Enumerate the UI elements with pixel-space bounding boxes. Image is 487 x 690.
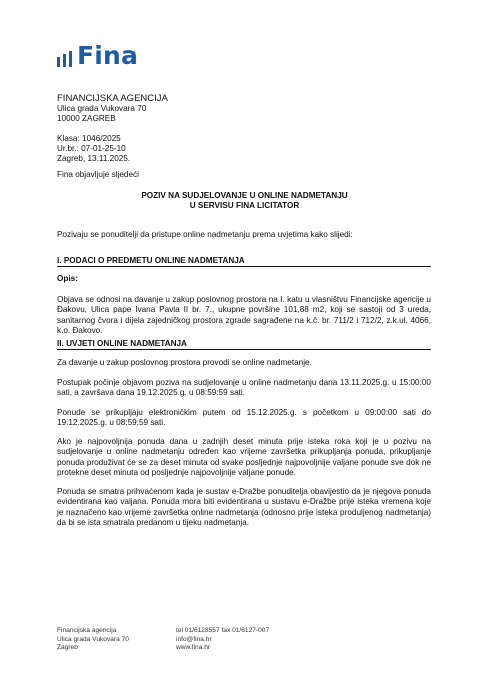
- footer-website[interactable]: www.fina.hr: [176, 644, 211, 652]
- logo-bars-icon: [57, 51, 72, 67]
- org-city: 10000 ZAGREB: [57, 114, 116, 123]
- footer-address: [57, 627, 129, 653]
- intro-line: Fina objavljuje sljedeći: [57, 170, 139, 179]
- footer-city: Zagreb: [57, 644, 78, 652]
- title-line-2: U SERVISU FINA LICITATOR: [189, 201, 300, 210]
- conditions-paragraph-1: Za davanje u zakup poslovnog prostora provodi se online nadmetanje.: [57, 358, 312, 367]
- footer-phone: tel 01/6128557 fax 01/6127-007: [176, 627, 270, 634]
- opis-paragraph: Objava se odnosi na davanje u zakup poslovnog prostora na I. katu u vlasništvu Financijske agencije u Đakovu, Ulica pape Ivana Pavla II br. 7., ukupne površine 101,88 m2, koji se sastoji od 3 ureda, sanitarnog čvora i dijela zajedničkog prostora zgrade sagrađene na k.č. br. 711/2 i 712/2, z.k.ul. 4066, k.o. Đakovo.: [57, 295, 431, 335]
- sender-address: [57, 93, 432, 124]
- conditions-paragraph-5: Ponuda se smatra prihvaćenom kada je sustav e-Dražbe ponuditelja obavijestio da je njegova ponuda evidentirana kao valjana. Ponuda mora biti evidentirana u sustavu e-Dražbe prije isteka vremena koje je naznačeno kao vrijeme završetka online nadmetanja (odnosno prije isteka produljenog nadmetanja) da bi se ista smatrala predanom u tijeku nadmetanja.: [57, 487, 431, 527]
- document-title: [57, 191, 432, 211]
- urbroj: Ur.br.: 07-01-25-10: [57, 144, 126, 153]
- logo-text: Fina: [77, 41, 139, 70]
- title-line-1: POZIV NA SUDJELOVANJE U ONLINE NADMETANJU: [141, 191, 348, 200]
- footer-street: Ulica grada Vukovara 70: [57, 635, 129, 643]
- footer-email[interactable]: info@fina.hr: [176, 635, 212, 643]
- org-name: FINANCIJSKA AGENCIJA: [57, 93, 168, 104]
- opis-label: Opis:: [57, 274, 78, 283]
- document-meta: [57, 134, 432, 164]
- section-1-heading: I. PODACI O PREDMETU ONLINE NADMETANJA: [57, 256, 431, 267]
- document-date: Zagreb, 13.11.2025.: [57, 154, 131, 163]
- klasa: Klasa: 1046/2025: [57, 134, 121, 143]
- footer-contact: [176, 627, 269, 653]
- conditions-paragraph-3: Ponude se prikupljaju elektroničkim putem od 15.12.2025.g. s početkom u 09:00:00 sati do 19.12.2025.g. u 08:59:59 sati.: [57, 408, 431, 428]
- footer-org: Financijska agencija: [57, 627, 117, 634]
- conditions-paragraph-4: Ako je najpovoljnija ponuda dana u zadnjih deset minuta prije isteka roka koji je u pozivu na sudjelovanje u online nadmetanju određen kao vrijeme završetka prikupljanja ponuda, prikupljanje ponuda produživat će se za deset minuta od svake posljednje najpovoljnije valjane ponude sve dok ne protekne deset minuta od posljednje najpovoljnije valjane ponude.: [57, 437, 431, 477]
- section-2-heading: II. UVJETI ONLINE NADMETANJA: [57, 339, 431, 350]
- fina-logo: [57, 41, 139, 70]
- conditions-paragraph-2: Postupak počinje objavom poziva na sudjelovanje u online nadmetanju dana 13.11.2025.g. u 15:00:00 sati, a završava dana 19.12.2025.g. u 08:59:59 sati.: [57, 378, 431, 398]
- invite-paragraph: Pozivaju se ponuditelji da pristupe online nadmetanju prema uvjetima kako slijedi:: [57, 230, 353, 239]
- org-street: Ulica grada Vukovara 70: [57, 104, 147, 113]
